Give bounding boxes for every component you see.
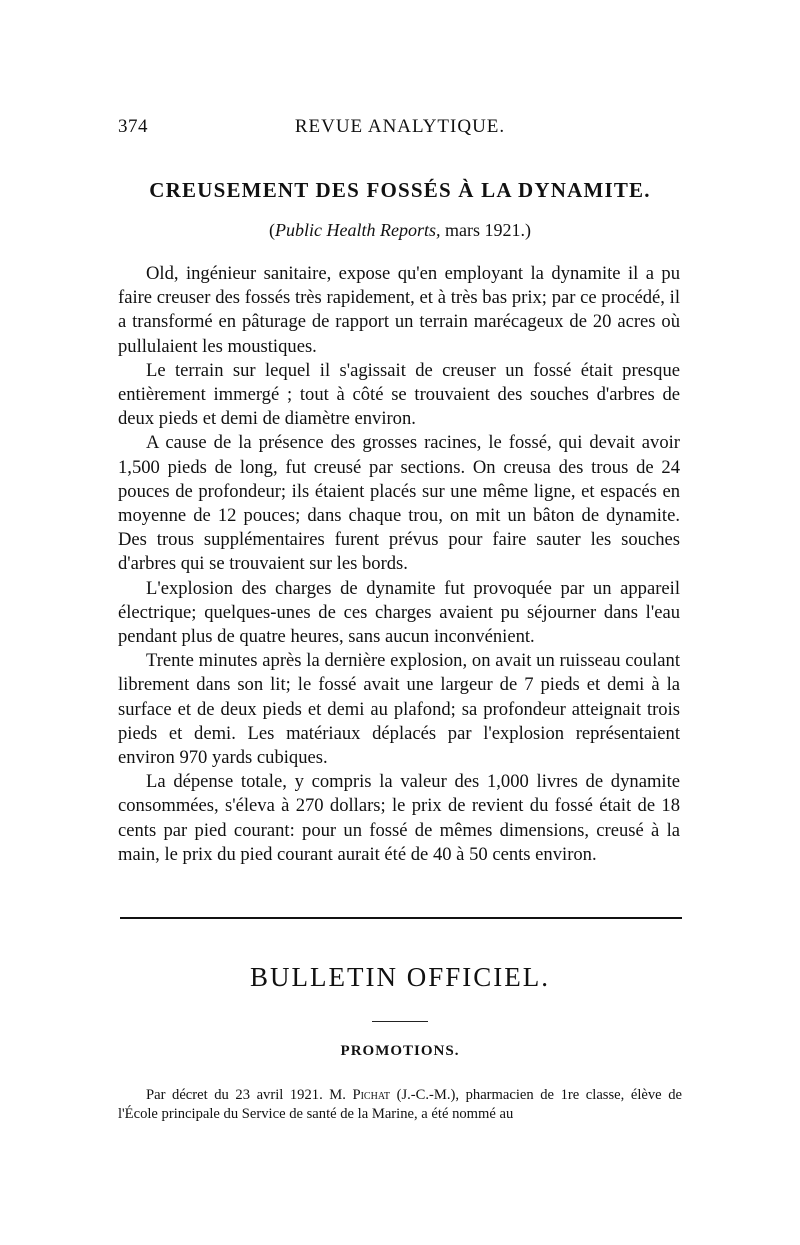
paragraph: La dépense totale, y compris la valeur des 1,000 livres de dynamite consommées, s'éleva à 270 dollars; le prix de revient du fossé était de 18 cents par pied courant: pour un fossé de mêmes dimensions, creusé à la main, le prix du pied courant aurait été de 40 à 50 cents environ. (118, 771, 680, 865)
paragraph: Old, ingénieur sanitaire, expose qu'en employant la dynamite il a pu faire creuser des fossés très rapidement, et à très bas prix; par ce procédé, il a transformé en pâturage de rapport un terrain marécageux de 20 acres où pullulaient les moustiques. (118, 263, 680, 357)
paragraph: A cause de la présence des grosses racines, le fossé, qui devait avoir 1,500 pieds de long, fut creusé par sections. On creusa des trous de 24 pouces de profondeur; ils étaient placés sur une même ligne, et espacés en moyenne de 12 pouces; dans chaque trou, on mit un bâton de dynamite. Des trous supplémentaires furent prévus pour faire sauter les souches d'arbres qui se trouvaient sur les bords. (118, 432, 680, 575)
running-head: REVUE ANALYTIQUE. (294, 116, 506, 137)
paragraph: L'explosion des charges de dynamite fut provoquée par un appareil électrique; quelques-unes de ces charges avaient pu séjourner dans l'eau pendant plus de quatre heures, sans aucun inconvénient. (118, 577, 680, 648)
short-divider (372, 1021, 428, 1022)
decree-text (118, 1086, 682, 1124)
decree-start: Par décret du 23 avril 1921. M. (146, 1087, 353, 1103)
page-number: 374 (118, 116, 148, 137)
source-open: ( (269, 220, 276, 240)
section-divider (120, 917, 682, 919)
paragraph: Trente minutes après la dernière explosion, on avait un ruisseau coulant librement dans son lit; le fossé avait une largeur de 7 pieds et demi à la surface et de deux pieds et demi au plafond; sa profondeur atteignait trois pieds et demi. Les matériaux déplacés par l'explosion représentaient environ 970 yards cubiques. (118, 650, 680, 769)
paragraph: Le terrain sur lequel il s'agissait de creuser un fossé était presque entièrement immergé ; tout à côté se trouvaient des souches d'arbres de deux pieds et demi de diamètre environ. (118, 359, 680, 430)
source-publication: Public Health Reports, (275, 220, 441, 240)
decree-paragraph (118, 1086, 682, 1124)
bulletin-title: BULLETIN OFFICIEL. (250, 962, 550, 992)
article-source (0, 220, 800, 241)
article-title: CREUSEMENT DES FOSSÉS À LA DYNAMITE. (149, 178, 651, 202)
source-date: mars 1921.) (440, 220, 531, 240)
decree-name: Pichat (352, 1087, 391, 1103)
section-heading: PROMOTIONS. (340, 1043, 460, 1059)
article-body (118, 262, 680, 867)
decree-rest: (J.-C.-M.), pharmacien de 1re classe, élève de l'École principale du Service de santé de la Marine, a été nommé au (118, 1087, 682, 1122)
